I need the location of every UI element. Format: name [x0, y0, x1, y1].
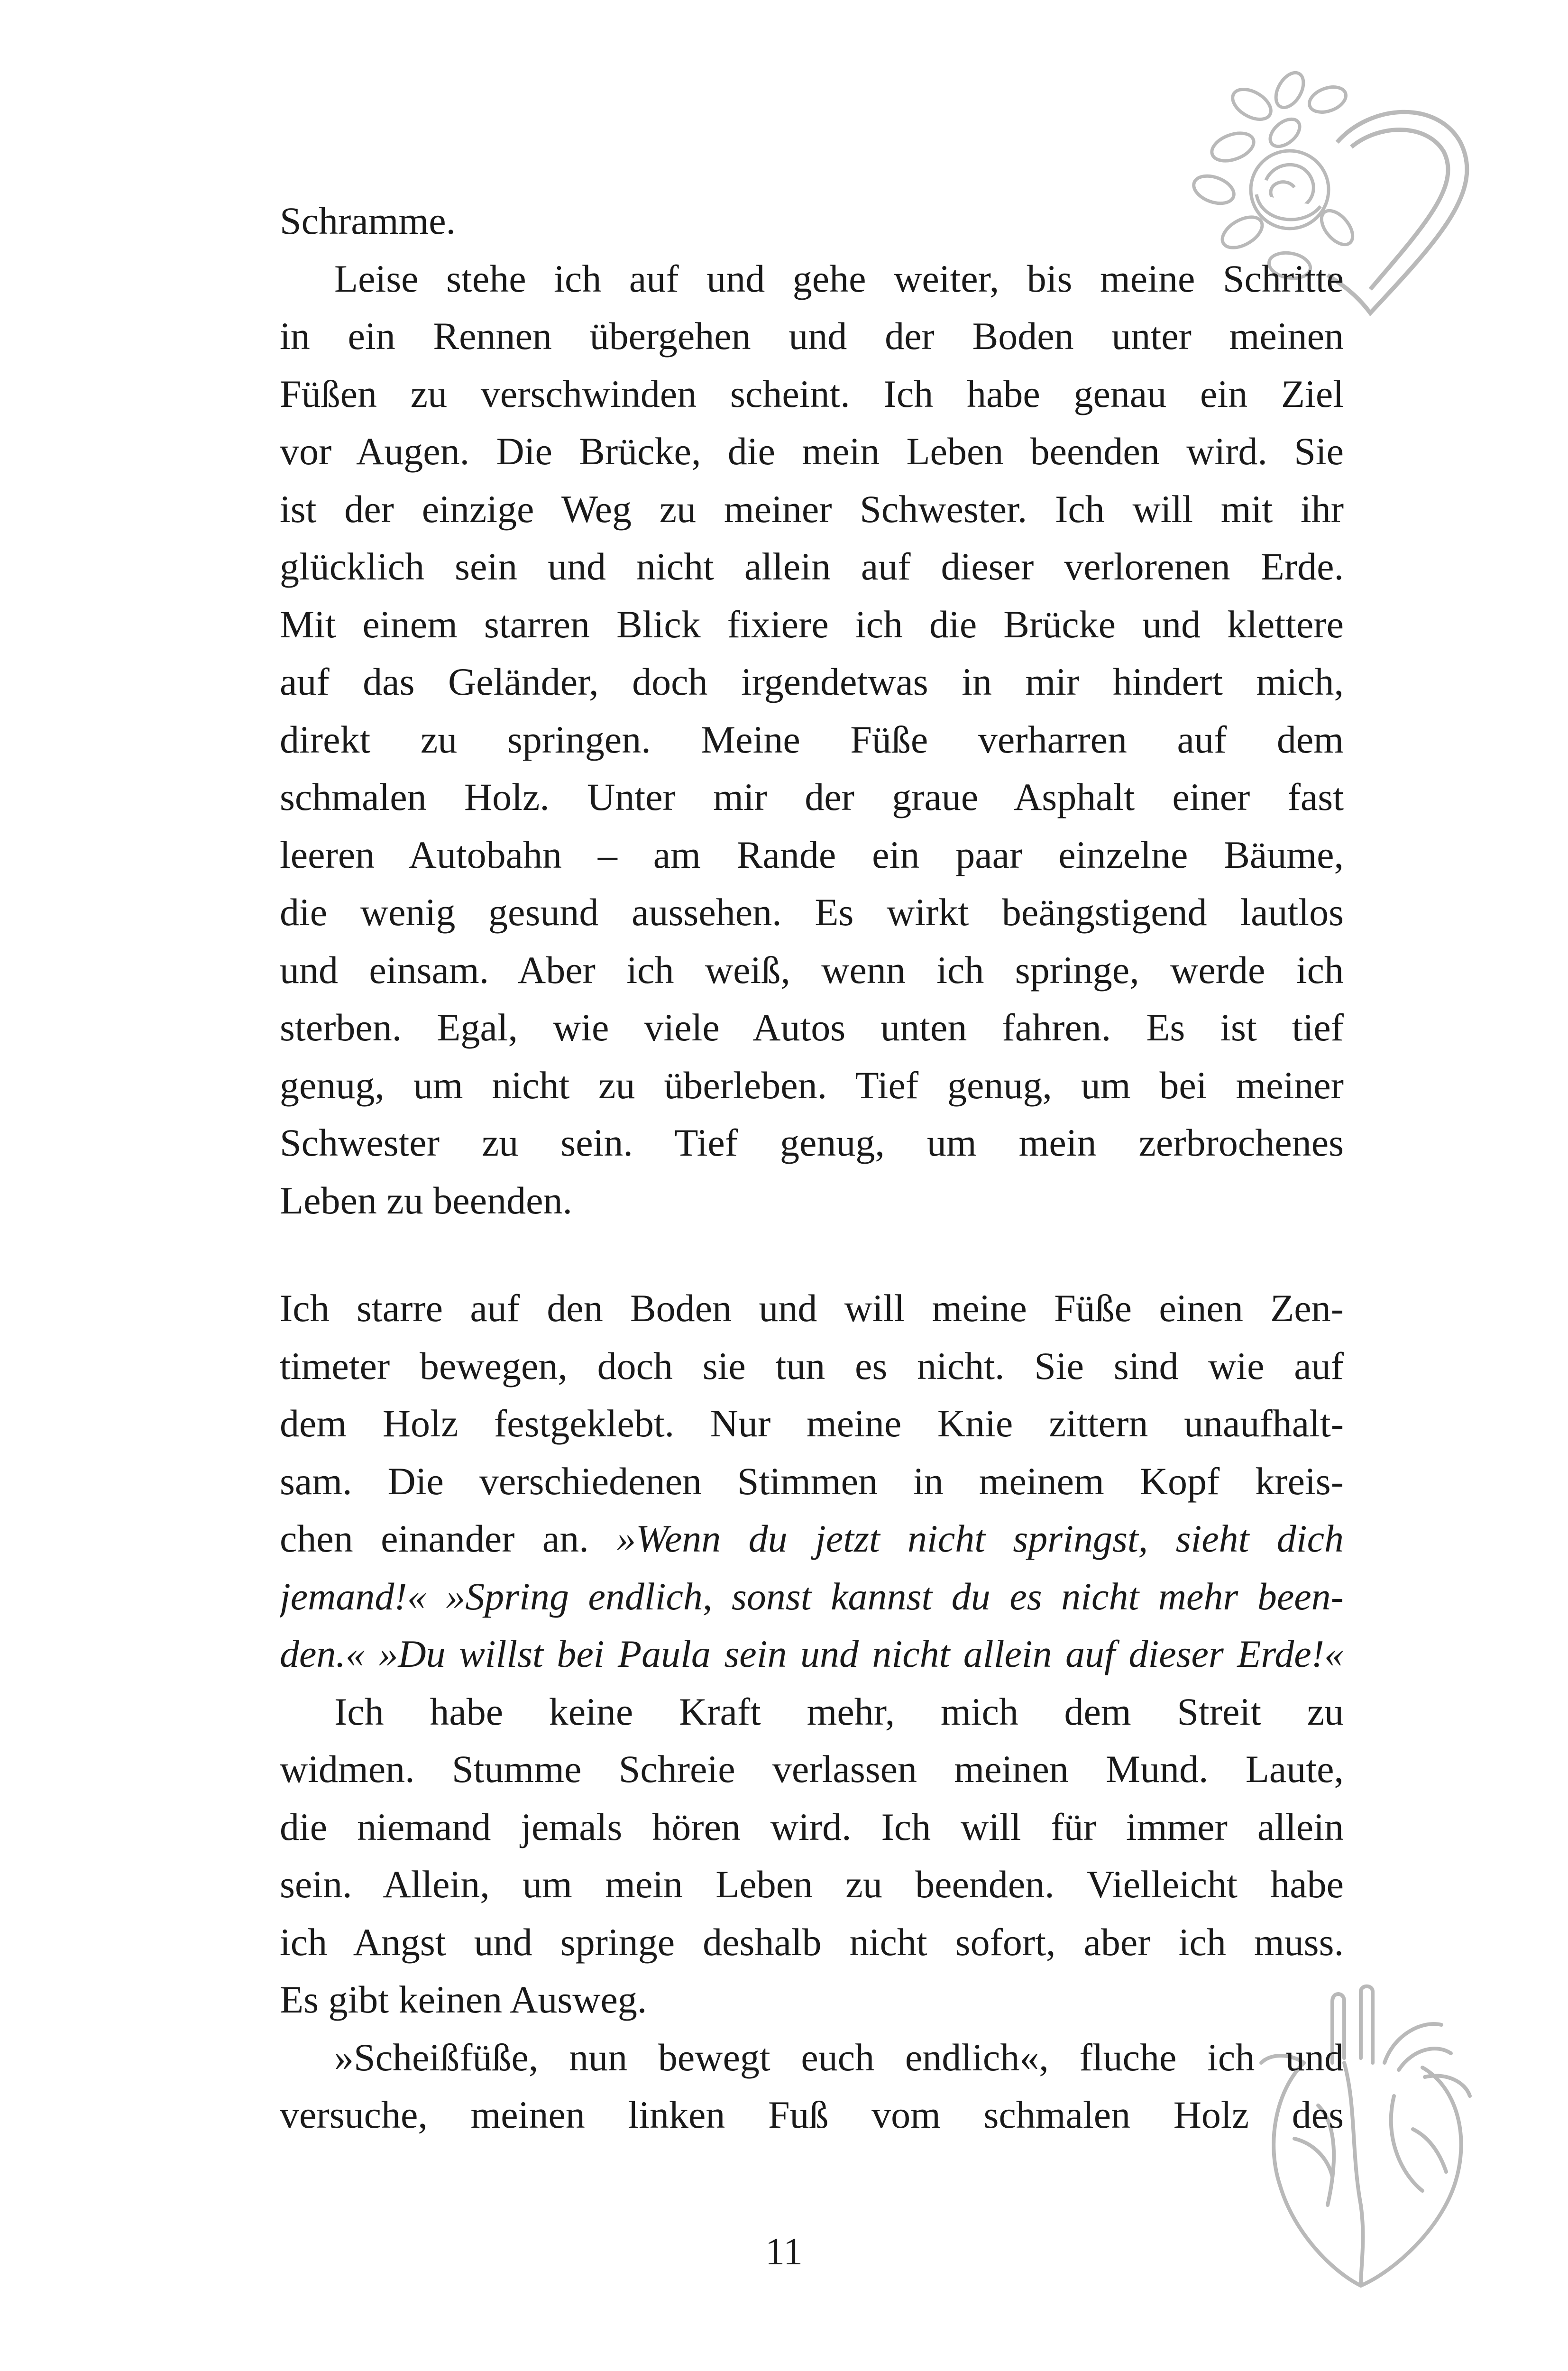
- text-line: Schramme.: [280, 199, 456, 242]
- text-line: genug, um nicht zu überleben. Tief genug, um bei meiner: [280, 1063, 1344, 1107]
- text-line: Leben zu beenden.: [280, 1178, 572, 1222]
- page-number: 11: [765, 2230, 803, 2273]
- text-line-mixed: [280, 1510, 1344, 1568]
- text-line: direkt zu springen. Meine Füße verharren auf dem: [280, 717, 1344, 761]
- text-line: versuche, meinen linken Fuß vom schmalen Holz des: [280, 2093, 1344, 2136]
- text-line: auf das Geländer, doch irgendetwas in mir hindert mich,: [280, 660, 1344, 703]
- text-line: Es gibt keinen Ausweg.: [280, 1978, 647, 2021]
- text-line: Ich starre auf den Boden und will meine Füße einen Zen-: [280, 1287, 1344, 1330]
- text-line: Leise stehe ich auf und gehe weiter, bis meine Schritte: [334, 257, 1344, 300]
- text-line: in ein Rennen übergehen und der Boden unter meinen: [280, 314, 1344, 358]
- text-line: die wenig gesund aussehen. Es wirkt beängstigend lautlos: [280, 891, 1344, 934]
- text-line: schmalen Holz. Unter mir der graue Asphalt einer fast: [280, 775, 1344, 818]
- text-line: widmen. Stumme Schreie verlassen meinen Mund. Laute,: [280, 1747, 1344, 1791]
- quoted-speech-line: jemand!« »Spring endlich, sonst kannst du es nicht mehr been-: [280, 1574, 1344, 1618]
- text-line: »Scheißfüße, nun bewegt euch endlich«, fluche ich und: [334, 2035, 1344, 2079]
- text-line: Schwester zu sein. Tief genug, um mein zerbrochenes: [280, 1121, 1344, 1164]
- text-block-1: [280, 192, 1344, 1229]
- text-line: sam. Die verschiedenen Stimmen in meinem Kopf kreis-: [280, 1459, 1344, 1503]
- text-line: Füßen zu verschwinden scheint. Ich habe genau ein Ziel: [280, 372, 1344, 415]
- text-line: ich Angst und springe deshalb nicht sofort, aber ich muss.: [280, 1920, 1344, 1964]
- text-line: die niemand jemals hören wird. Ich will für immer allein: [280, 1805, 1344, 1848]
- text-line: sein. Allein, um mein Leben zu beenden. Vielleicht habe: [280, 1863, 1344, 1906]
- text-line: leeren Autobahn – am Rande ein paar einzelne Bäume,: [280, 833, 1344, 876]
- text-line: ist der einzige Weg zu meiner Schwester. Ich will mit ihr: [280, 487, 1344, 531]
- text-line: glücklich sein und nicht allein auf dieser verlorenen Erde.: [280, 545, 1344, 588]
- text-line-regular-part: chen einander an.: [280, 1517, 617, 1560]
- text-block-2: [280, 1279, 1344, 2144]
- text-line: Mit einem starren Blick fixiere ich die Brücke und klettere: [280, 602, 1344, 646]
- text-line: sterben. Egal, wie viele Autos unten fahren. Es ist tief: [280, 1006, 1344, 1049]
- quoted-speech-line: den.« »Du willst bei Paula sein und nicht allein auf dieser Erde!«: [280, 1632, 1344, 1675]
- text-line: dem Holz festgeklebt. Nur meine Knie zittern unaufhalt-: [280, 1402, 1344, 1445]
- quoted-speech: »Wenn du jetzt nicht springst, sieht dich: [616, 1517, 1344, 1560]
- text-line: und einsam. Aber ich weiß, wenn ich springe, werde ich: [280, 948, 1344, 992]
- text-line: Ich habe keine Kraft mehr, mich dem Streit zu: [334, 1690, 1344, 1733]
- text-line: vor Augen. Die Brücke, die mein Leben beenden wird. Sie: [280, 430, 1344, 473]
- text-line: timeter bewegen, doch sie tun es nicht. Sie sind wie auf: [280, 1344, 1344, 1388]
